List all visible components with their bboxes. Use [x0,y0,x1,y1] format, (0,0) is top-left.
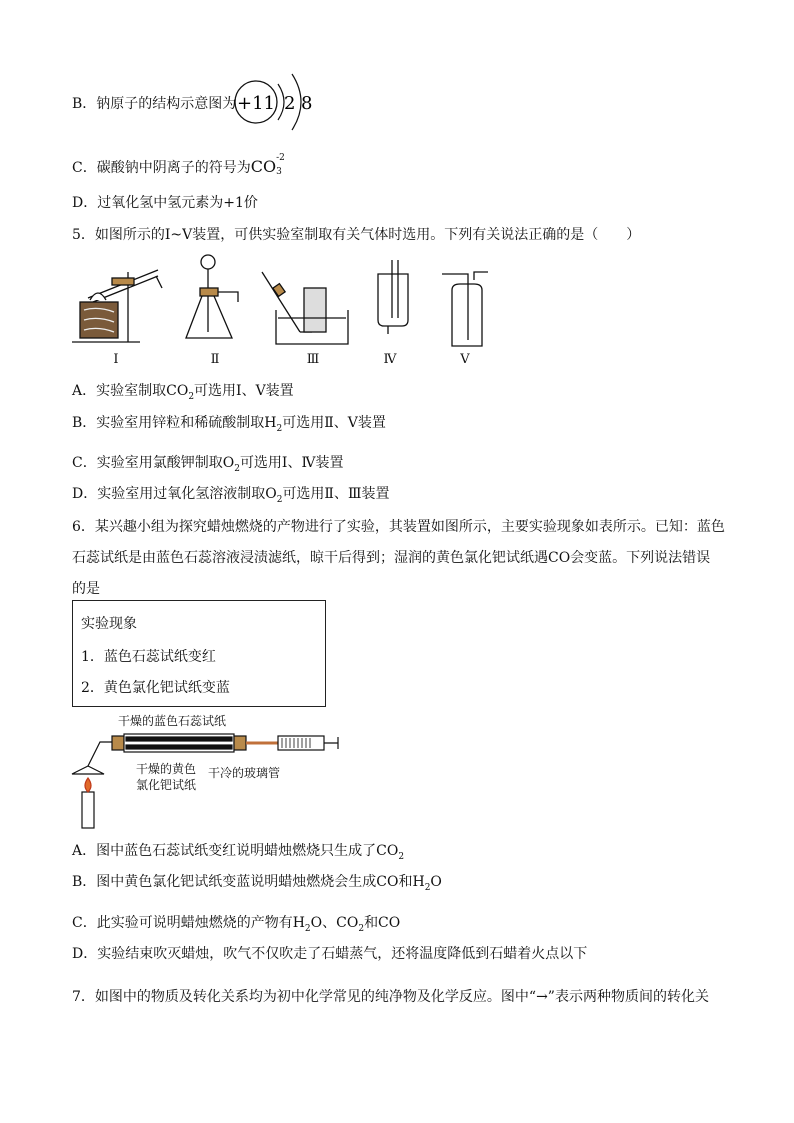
q6-option-d: D．实验结束吹灭蜡烛，吹气不仅吹走了石蜡蒸气，还将温度降低到石蜡着火点以下 [72,946,588,962]
apparatus-3 [262,272,348,344]
apparatus-5 [442,272,488,346]
syringe-barrel [278,736,324,750]
q6-option-a: A．图中蓝色石蕊试纸变红说明蜡烛燃烧只生成了$CO_2$ [72,843,405,862]
apparatus-label-2: Ⅱ [210,352,220,367]
table-row: 2．黄色氯化钯试纸变蓝 [81,680,230,696]
q6-option-b: B．图中黄色氯化钯试纸变蓝说明蜡烛燃烧会生成CO和$H_2O$ [72,874,442,893]
q5-stem: 5．如图所示的Ⅰ~Ⅴ装置，可供实验室制取有关气体时选用。下列有关说法正确的是（ ） [72,227,641,243]
left-stopper [112,736,124,750]
observation-table [72,600,326,707]
q6-stem-line-1: 6．某兴趣小组为探究蜡烛燃烧的产物进行了实验，其装置如图所示，主要实验现象如表所示。已知：蓝色 [72,519,725,535]
right-stopper [234,736,246,750]
funnel [72,766,104,774]
q5-option-b: B．实验室用锌粒和稀硫酸制取$H_2$可选用Ⅱ、Ⅴ装置 [72,415,386,434]
connector-tube [88,742,112,766]
apparatus-label-5: Ⅴ [460,352,470,367]
q5-option-a: A．实验室制取$CO_2$可选用Ⅰ、Ⅴ装置 [72,383,294,402]
q6-stem-line-3: 的是 [72,581,100,597]
q5-option-d: D．实验室用过氧化氢溶液制取$O_2$可选用Ⅱ、Ⅲ装置 [72,486,390,505]
table-row: 1．蓝色石蕊试纸变红 [81,649,216,665]
label-yellow-paper-2: 氯化钯试纸 [136,778,197,792]
q6-stem-line-2: 石蕊试纸是由蓝色石蕊溶液浸渍滤纸，晾干后得到；湿润的黄色氯化钯试纸遇CO会变蓝。下列说法错误 [72,550,711,566]
label-blue-paper: 干燥的蓝色石蕊试纸 [118,714,227,728]
q7-stem: 7．如图中的物质及转化关系均为初中化学常见的纯净物及化学反应。图中“→”表示两种物质间的转化关 [72,989,709,1005]
q5-option-c: C．实验室用氯酸钾制取$O_2$可选用Ⅰ、Ⅳ装置 [72,455,344,474]
q6-option-c: C．此实验可说明蜡烛燃烧的产物有$H_2O$、$CO_2$和CO [72,915,401,934]
option-c-carbonate: C．碳酸钠中阴离子的符号为CO -2 3 [72,153,285,177]
blue-litmus-paper [126,737,232,741]
q5-apparatus-diagram [68,250,498,350]
syringe-plunger [324,737,338,749]
shell-2-count: 8 [301,93,313,114]
apparatus-4 [378,260,408,334]
apparatus-2 [186,255,238,338]
label-yellow-paper-1: 干燥的黄色 [136,762,197,776]
apparatus-label-4: Ⅳ [383,352,397,367]
candle-flame [85,778,91,792]
candle [82,792,94,828]
option-b-sodium: B．钠原子的结构示意图为 [72,96,237,112]
apparatus-1 [72,270,162,342]
apparatus-label-3: Ⅲ [306,352,320,367]
shell-1-count: 2 [284,93,296,114]
sodium-atom-diagram [232,66,322,138]
option-d-peroxide: D．过氧化氢中氢元素为+1价 [72,195,258,211]
yellow-palladium-paper [126,745,232,749]
nucleus-charge: +11 [237,93,275,114]
label-glass-tube: 干冷的玻璃管 [208,766,281,780]
apparatus-label-1: Ⅰ [113,352,119,367]
table-title: 实验现象 [81,616,137,632]
